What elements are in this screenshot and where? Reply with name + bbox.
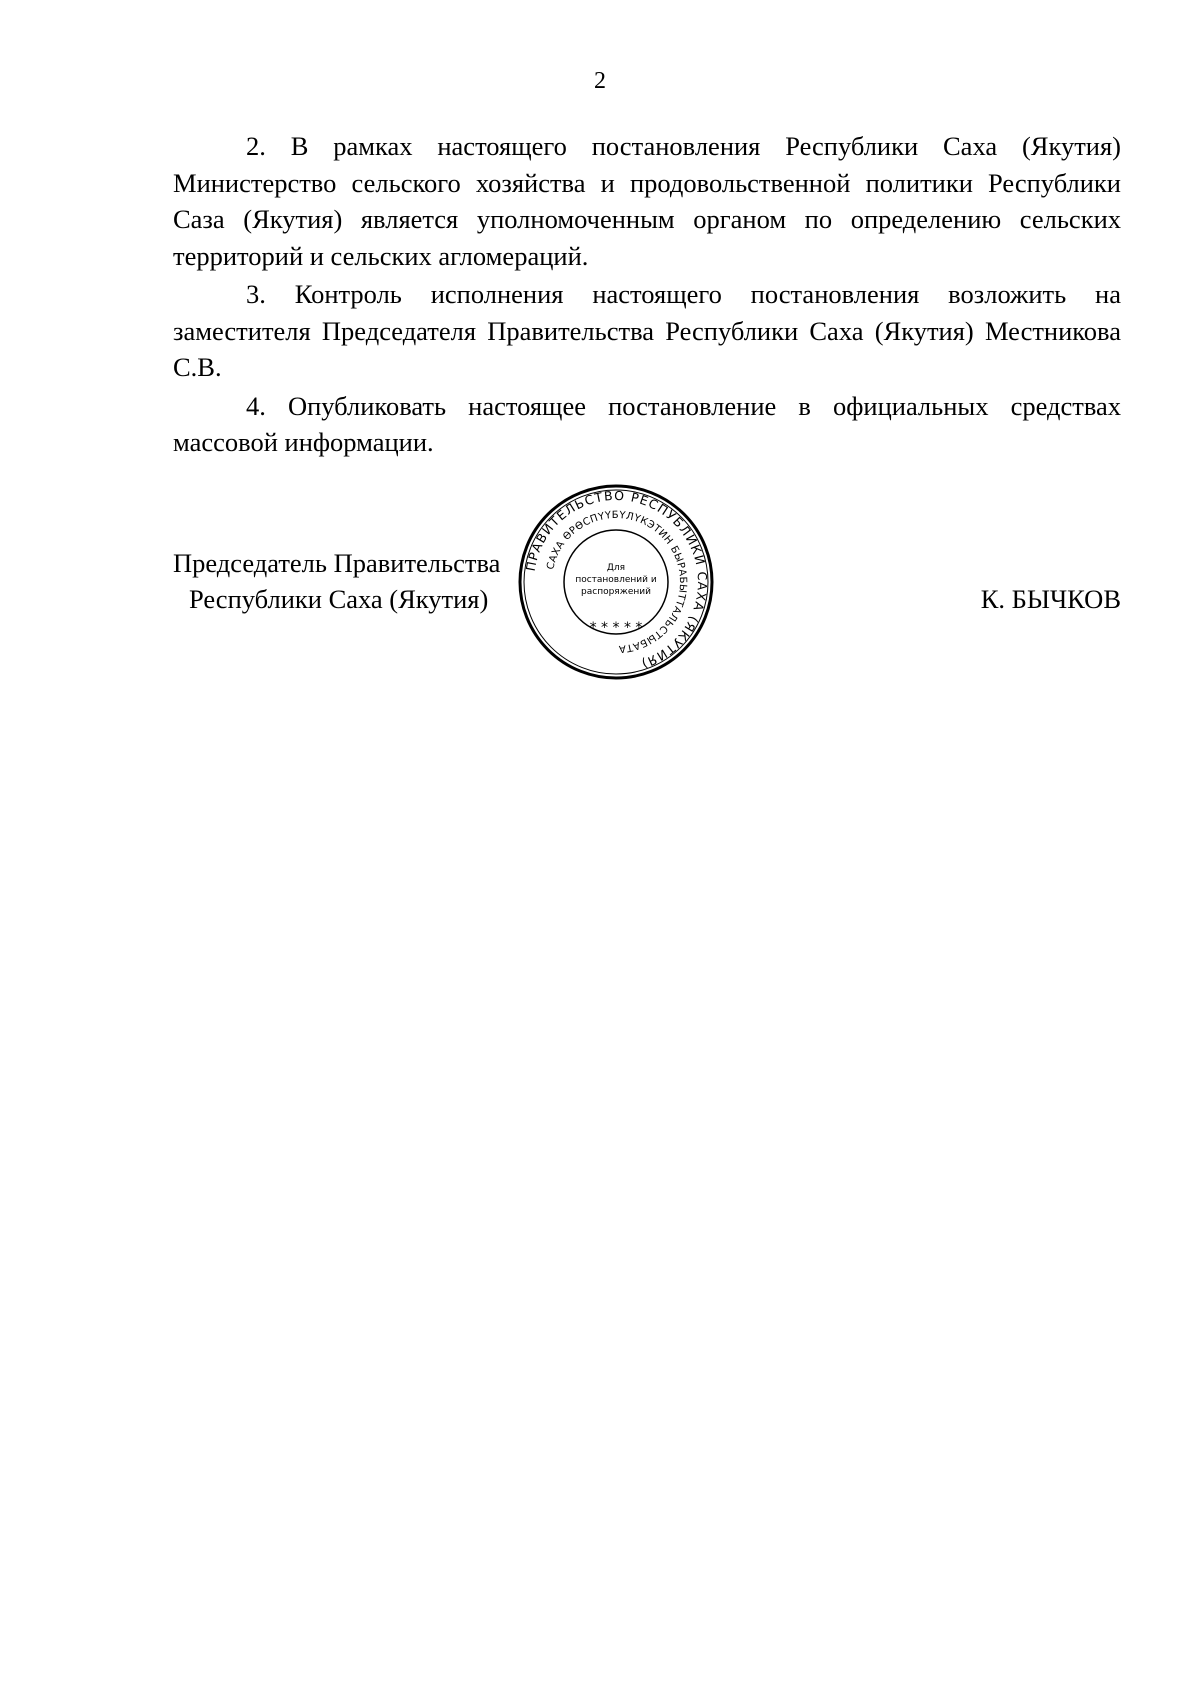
seal-stars: * * * * * bbox=[589, 620, 643, 636]
seal-center-line-3: распоряжений bbox=[581, 587, 651, 597]
page-number: 2 bbox=[594, 68, 606, 94]
signatory-title-line-1: Председатель Правительства bbox=[173, 548, 501, 578]
paragraph-4: 4. Опубликовать настоящее постановление в официальных средствах массовой информации. bbox=[173, 390, 1121, 457]
official-seal bbox=[516, 482, 716, 682]
signatory-name: К. БЫЧКОВ bbox=[980, 584, 1121, 614]
document-body bbox=[173, 128, 1121, 463]
seal-outer-ring-text: ПРАВИТЕЛЬСТВО РЕСПУБЛИКИ САХА (ЯКУТИЯ) bbox=[522, 487, 711, 672]
paragraph-3: 3. Контроль исполнения настоящего постановления возложить на заместителя Председателя Правительства Республики Саха (Якутия) Местникова С.В. bbox=[173, 279, 1121, 382]
seal-center-line-2: постановлений и bbox=[575, 575, 657, 585]
seal-stamp-icon bbox=[516, 482, 716, 682]
seal-center-line-1: Для bbox=[606, 563, 626, 573]
signatory-title-line-2: Республики Саха (Якутия) bbox=[189, 584, 489, 614]
signatory-title bbox=[173, 545, 500, 617]
paragraph-2: 2. В рамках настоящего постановления Республики Саха (Якутия) Министерство сельского хозяйства и продовольственной политики Республики Саза (Якутия) является уполномоченным органом по определению сельских территорий и сельских агломераций. bbox=[173, 131, 1121, 271]
seal-inner-ring-text: САХА ӨРӨСПҮҮБҮЛҮКЭТИН БЫРАБЫТТАЛЬСТЫБАТА bbox=[545, 509, 689, 655]
